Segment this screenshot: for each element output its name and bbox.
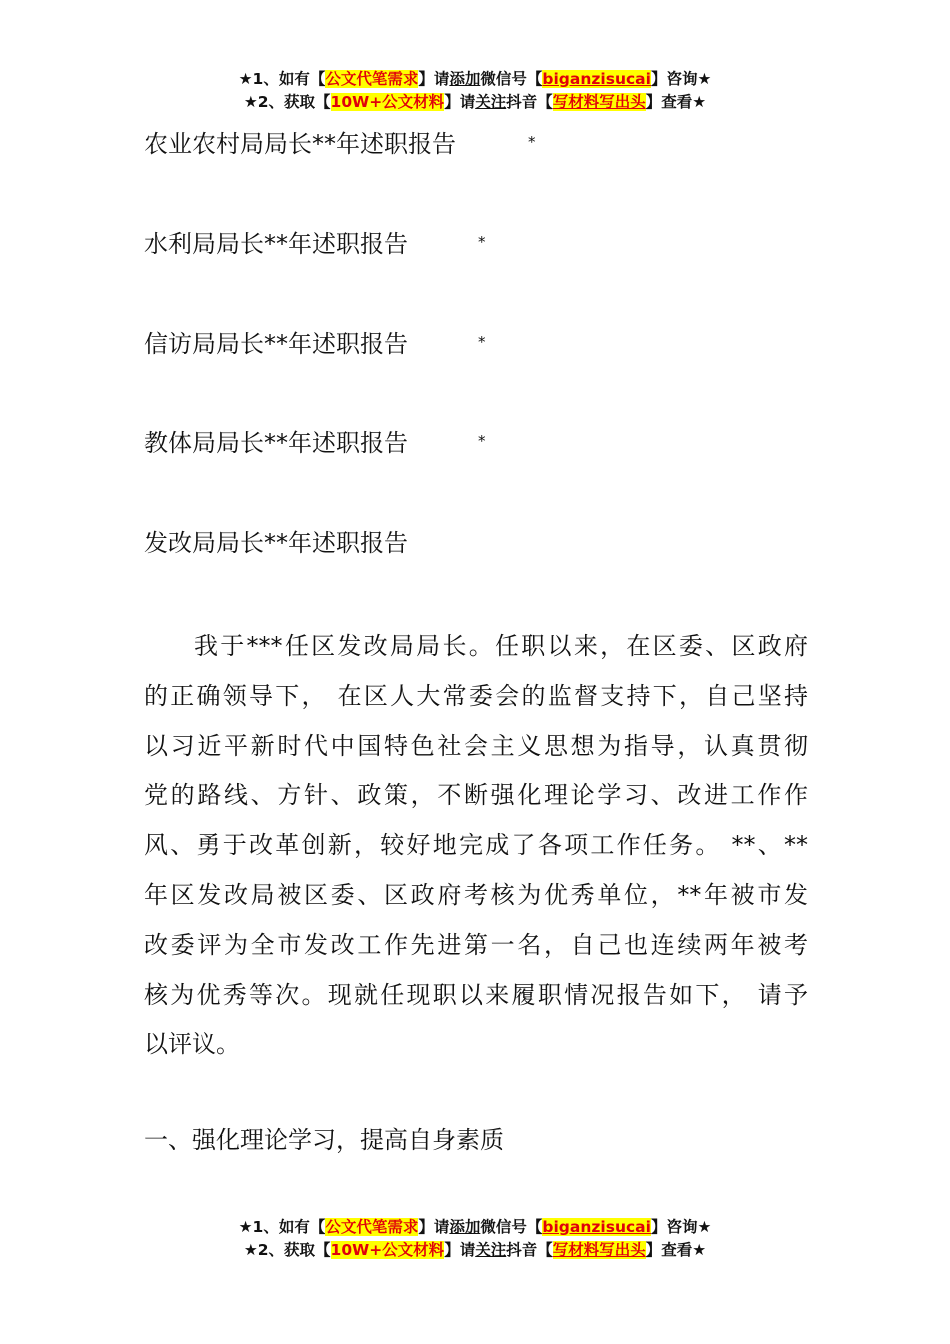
section-heading: 一、强化理论学习，提高自身素质 xyxy=(144,1126,504,1154)
promo-banner-bottom xyxy=(0,1216,950,1262)
body-paragraph xyxy=(144,622,808,1070)
body-line: 年区发改局被区委、区政府考核为优秀单位，**年被市发 xyxy=(144,880,808,909)
promo-wechat-id: biganzisucai xyxy=(542,70,651,88)
body-line: 以评议。 xyxy=(144,1030,240,1059)
body-line: 我于***任区发改局局长。任职以来，在区委、区政府 xyxy=(194,632,808,660)
promo-text: 微信号【 xyxy=(480,70,543,88)
promo-text: ★1、如有【 xyxy=(238,70,326,88)
report-title: 发改局局长**年述职报告 xyxy=(144,529,408,557)
promo-line-2 xyxy=(0,91,950,114)
promo-text: 】请 xyxy=(444,1241,476,1259)
body-line: 的正确领导下， 在区人大常委会的监督支持下，自己坚持 xyxy=(144,681,808,710)
promo-text: 】咨询★ xyxy=(650,70,712,88)
promo-text: ★2、获取【 xyxy=(243,1241,331,1259)
promo-text: 】咨询★ xyxy=(650,1218,712,1236)
asterisk-marker: * xyxy=(528,133,536,151)
body-line: 风、勇于改革创新，较好地完成了各项工作任务。 **、** xyxy=(144,831,808,860)
promo-line-1 xyxy=(0,68,950,91)
promo-banner-top xyxy=(0,68,950,114)
promo-line-2 xyxy=(0,1239,950,1262)
body-line: 党的路线、方针、政策，不断强化理论学习、改进工作作 xyxy=(144,781,808,810)
report-title: 农业农村局局长**年述职报告 xyxy=(144,130,456,158)
promo-underlined: 关注 xyxy=(475,93,507,111)
body-line: 以习近平新时代中国特色社会主义思想为指导，认真贯彻 xyxy=(144,731,808,760)
promo-text: 】请 xyxy=(444,93,476,111)
promo-text: 】查看★ xyxy=(645,93,707,111)
promo-underlined: 关注 xyxy=(475,1241,507,1259)
promo-highlight: 公文代笔需求 xyxy=(325,1218,419,1236)
report-title: 教体局局长**年述职报告 xyxy=(144,429,408,457)
promo-highlight: 公文代笔需求 xyxy=(325,70,419,88)
promo-text: ★1、如有【 xyxy=(238,1218,326,1236)
promo-line-1 xyxy=(0,1216,950,1239)
body-line: 改委评为全市发改工作先进第一名，自己也连续两年被考 xyxy=(144,930,808,959)
promo-highlight: 10W+公文材料 xyxy=(330,1241,445,1259)
promo-wechat-id: biganzisucai xyxy=(542,1218,651,1236)
promo-douyin-name: 写材料写出头 xyxy=(552,93,646,111)
promo-text: 微信号【 xyxy=(480,1218,543,1236)
promo-text: 】查看★ xyxy=(645,1241,707,1259)
promo-text: 抖音【 xyxy=(506,1241,553,1259)
promo-douyin-name: 写材料写出头 xyxy=(552,1241,646,1259)
report-title: 信访局局长**年述职报告 xyxy=(144,330,408,358)
promo-underlined: 添加 xyxy=(449,1218,481,1236)
body-line: 核为优秀等次。现就任现职以来履职情况报告如下， 请予 xyxy=(144,980,808,1009)
asterisk-marker: * xyxy=(478,333,486,351)
report-title: 水利局局长**年述职报告 xyxy=(144,230,408,258)
promo-text: ★2、获取【 xyxy=(243,93,331,111)
promo-text: 】请 xyxy=(418,70,450,88)
promo-highlight: 10W+公文材料 xyxy=(330,93,445,111)
asterisk-marker: * xyxy=(478,233,486,251)
promo-text: 抖音【 xyxy=(506,93,553,111)
promo-text: 】请 xyxy=(418,1218,450,1236)
promo-underlined: 添加 xyxy=(449,70,481,88)
asterisk-marker: * xyxy=(478,432,486,450)
